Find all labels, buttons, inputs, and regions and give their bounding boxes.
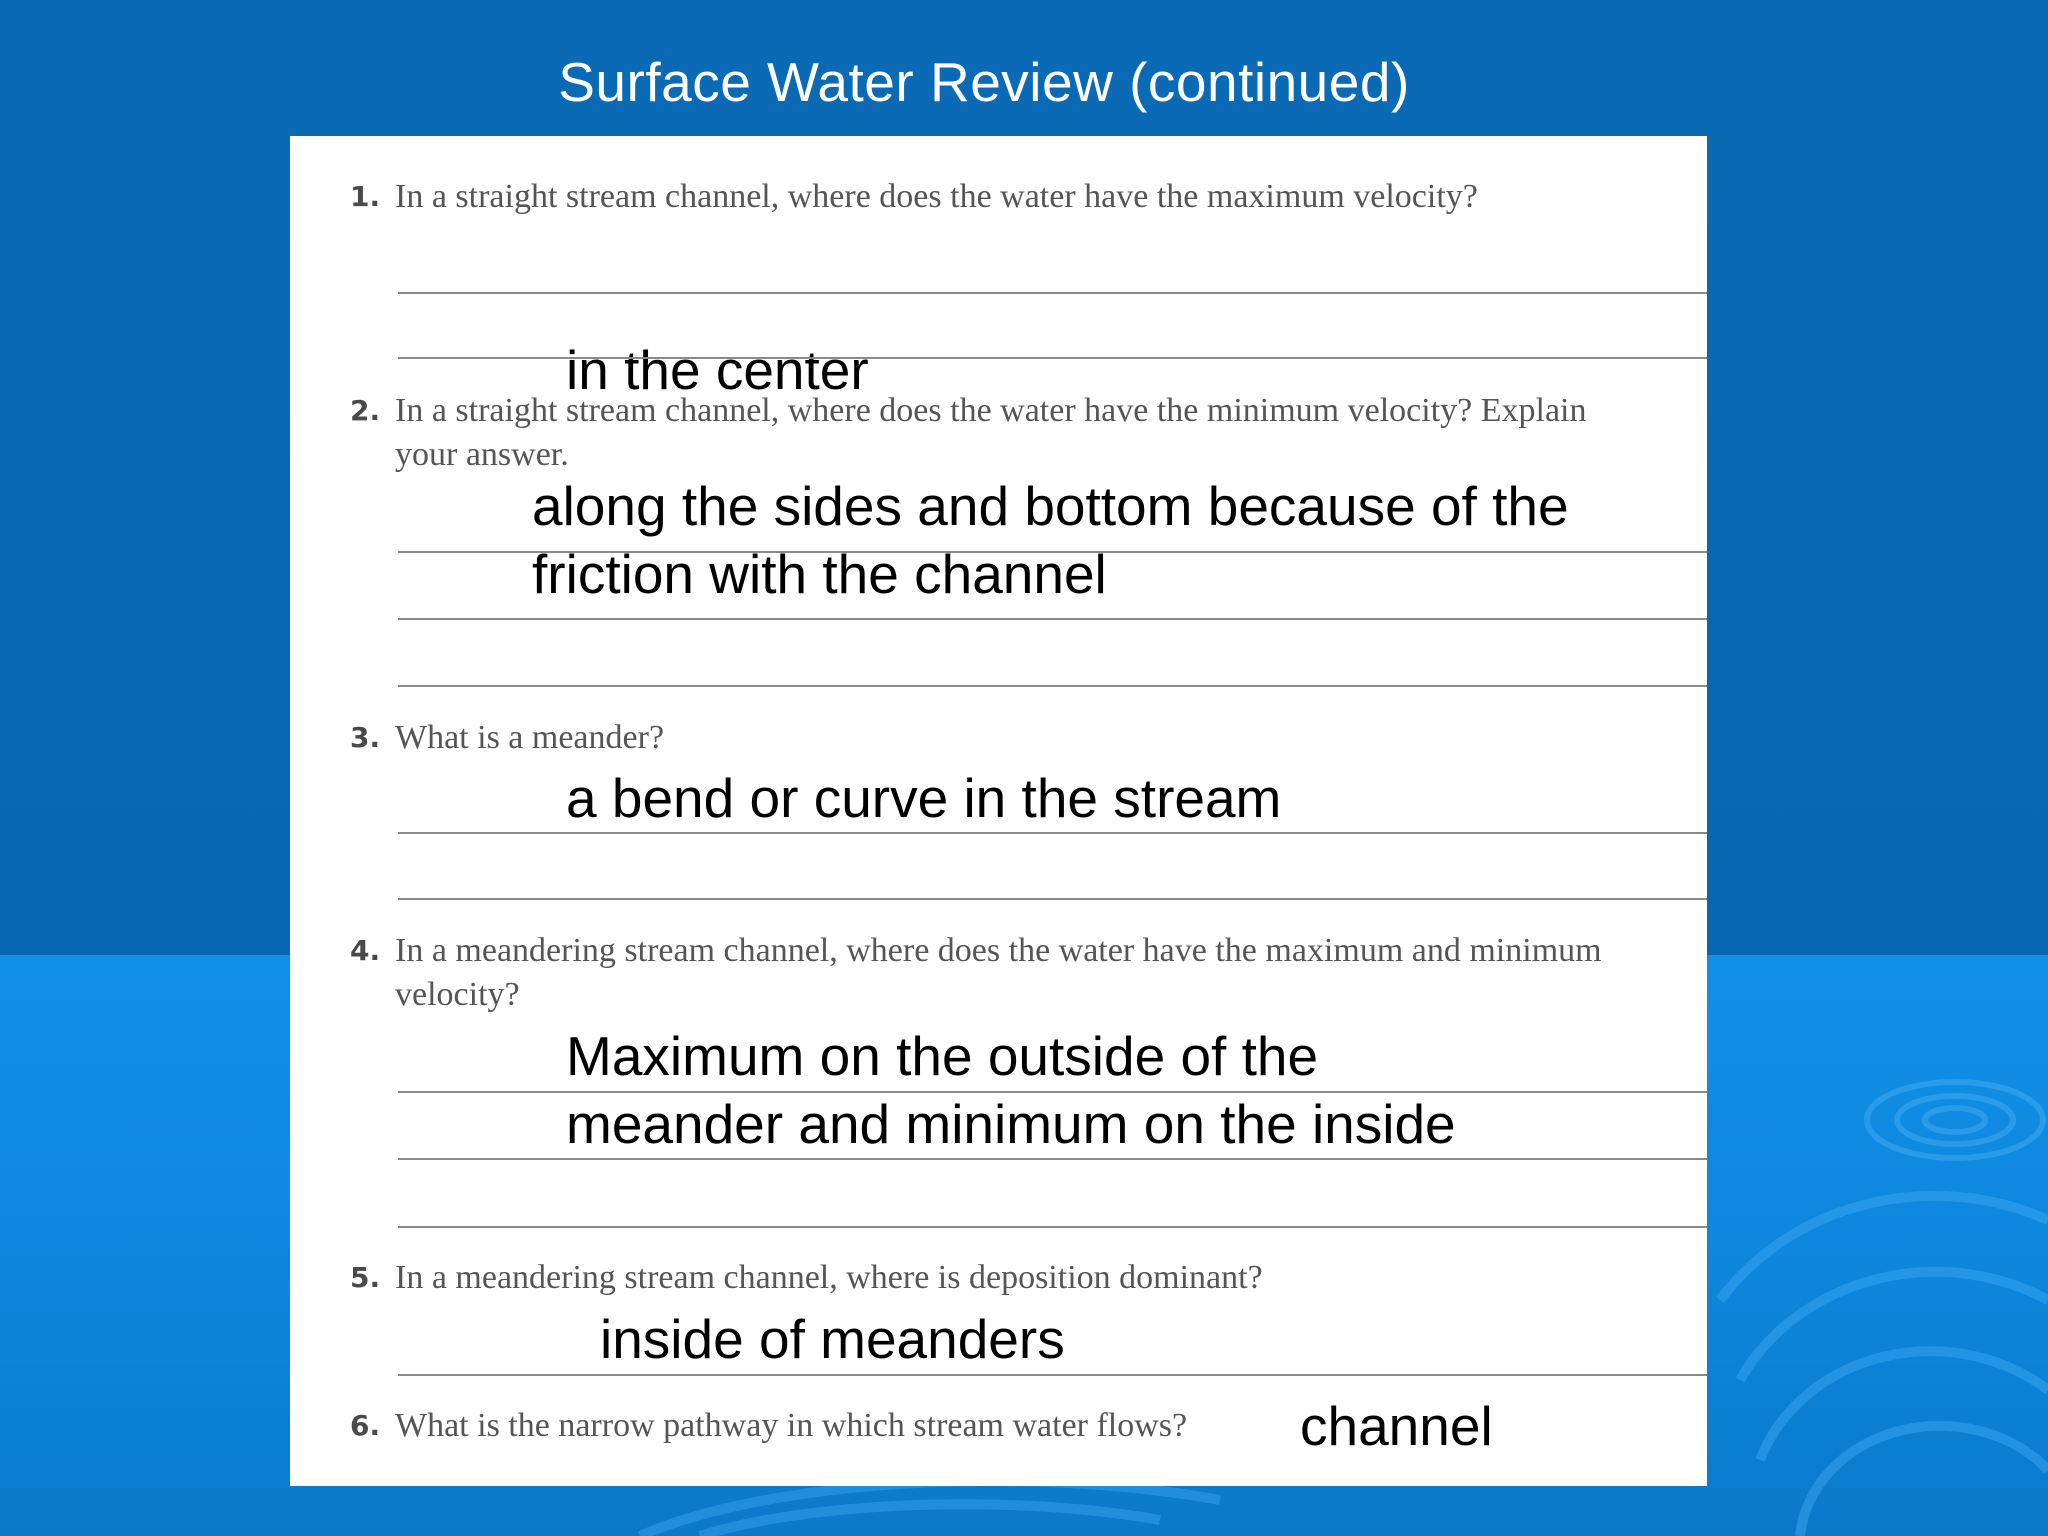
- slide-title: Surface Water Review (continued): [558, 51, 1410, 113]
- question-number: 6.: [350, 1409, 381, 1442]
- answer-line: [398, 1091, 1707, 1093]
- answer-text: Maximum on the outside of the: [566, 1025, 1319, 1087]
- question-number: 4.: [350, 934, 381, 967]
- question-text: In a meandering stream channel, where does the water have the maximum and minimum velocity?: [395, 932, 1602, 1013]
- answer-line: [398, 1226, 1707, 1228]
- question-number: 2.: [350, 394, 381, 427]
- question-text: In a straight stream channel, where does the water have the minimum velocity? Explain your answer.: [395, 392, 1587, 473]
- question-number: 5.: [350, 1261, 381, 1294]
- question-text: What is the narrow pathway in which stream water flows?: [395, 1407, 1188, 1444]
- answer-line: [398, 618, 1707, 620]
- question-text: In a straight stream channel, where does the water have the maximum velocity?: [395, 178, 1478, 215]
- answer-line: [398, 357, 1707, 359]
- question-number: 1.: [350, 180, 381, 213]
- answer-line: [398, 898, 1707, 900]
- answer-text: meander and minimum on the inside: [566, 1093, 1456, 1155]
- question-text: What is a meander?: [395, 719, 665, 756]
- answer-text: in the center: [566, 339, 869, 401]
- answer-line: [398, 1158, 1707, 1160]
- answer-text: inside of meanders: [600, 1308, 1065, 1370]
- question-text: In a meandering stream channel, where is deposition dominant?: [395, 1259, 1263, 1296]
- answer-text: a bend or curve in the stream: [566, 767, 1282, 829]
- answer-text: along the sides and bottom because of the: [532, 475, 1569, 537]
- answer-line: [398, 1374, 1707, 1376]
- worksheet: [290, 136, 1707, 1486]
- answer-line: [398, 292, 1707, 294]
- answer-text: channel: [1300, 1395, 1493, 1457]
- answer-line: [398, 832, 1707, 834]
- answer-line: [398, 685, 1707, 687]
- question-number: 3.: [350, 721, 381, 754]
- answer-text: friction with the channel: [532, 543, 1107, 605]
- answer-line: [398, 551, 1707, 553]
